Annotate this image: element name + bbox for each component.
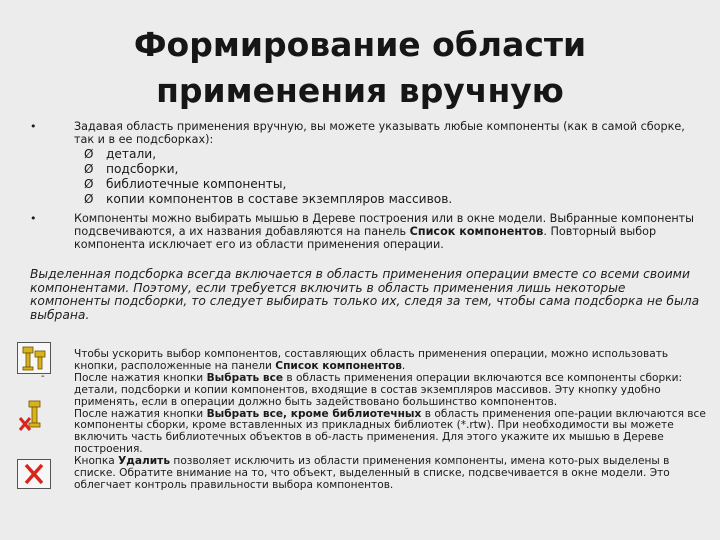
- bullet-manual-scope: [30, 120, 702, 147]
- list-item: Ø библиотечные компоненты,: [84, 177, 287, 192]
- separator-mark: -: [41, 371, 45, 382]
- delete-icon[interactable]: [17, 459, 51, 489]
- list-item: Ø детали,: [84, 146, 157, 161]
- page-title: [0, 22, 720, 114]
- arrow-icon: Ø: [84, 177, 94, 192]
- buttons-description: [74, 349, 710, 492]
- select-all-except-library-icon[interactable]: [17, 398, 49, 434]
- list-item: Ø копии компонентов в составе экземпляров массивов.: [84, 192, 453, 207]
- select-all-icon[interactable]: [17, 342, 51, 374]
- list-item: Ø подсборки,: [84, 162, 179, 177]
- arrow-icon: Ø: [84, 146, 94, 161]
- arrow-icon: Ø: [84, 162, 94, 177]
- bold-term: Список компонентов: [409, 225, 544, 239]
- italic-note: Выделенная подсборка всегда включается в область применения операции вместе со всеми своими компонентами. Поэтому, если требуется включить в область применения лишь некоторые компоненты подсборки, то следует выбирать только их, следя за тем, чтобы сама подсборка не была выбрана.: [30, 267, 700, 322]
- paragraph: Чтобы ускорить выбор компонентов, составляющих область применения операции, можно использовать кнопки, расположенные на панели Список компонентов.: [74, 348, 669, 372]
- component-types-list: [30, 147, 702, 208]
- bullet-dot: •: [30, 120, 37, 133]
- arrow-icon: Ø: [84, 192, 94, 207]
- bullet-selection: • Компоненты можно выбирать мышью в Дереве построения или в окне модели. Выбранные компоненты подсвечиваются, а их названия добавляются на панель Список компонентов. Повторный выбор компонента исключает его из области применения операции.: [30, 211, 695, 252]
- intro-section: [30, 120, 702, 252]
- title-line-2: применения вручную: [156, 71, 564, 110]
- paragraph: После нажатия кнопки Выбрать все в область применения операции включаются все компоненты сборки: детали, подсборки и копии компонентов, входящие в состав экземпляров массивов. Эту кнопку удобно применять, если в операции должно быть задействовано большинство компонентов.: [74, 371, 683, 408]
- paragraph: Кнопка Удалить позволяет исключить из области применения компоненты, имена кото-рых выделены в списке. Обратите внимание на то, что объект, выделенный в списке, подсвечивается в окне модели. Это облегчает контроль правильности выбора компонентов.: [74, 455, 670, 491]
- title-line-1: Формирование области: [133, 25, 587, 64]
- bullet-text: Задавая область применения вручную, вы можете указывать любые компоненты (как в самой сборке, так и в ее подсборках):: [74, 120, 685, 147]
- paragraph: После нажатия кнопки Выбрать все, кроме библиотечных в область применения опе-рации включаются все компоненты сборки, кроме вставленных из прикладных библиотек (*.rtw). При необходимости вы можете включить часть библиотечных объектов в об-ласть применения. Для этого укажите их мышью в Дереве построения.: [74, 407, 706, 456]
- bullet-dot: •: [30, 211, 37, 225]
